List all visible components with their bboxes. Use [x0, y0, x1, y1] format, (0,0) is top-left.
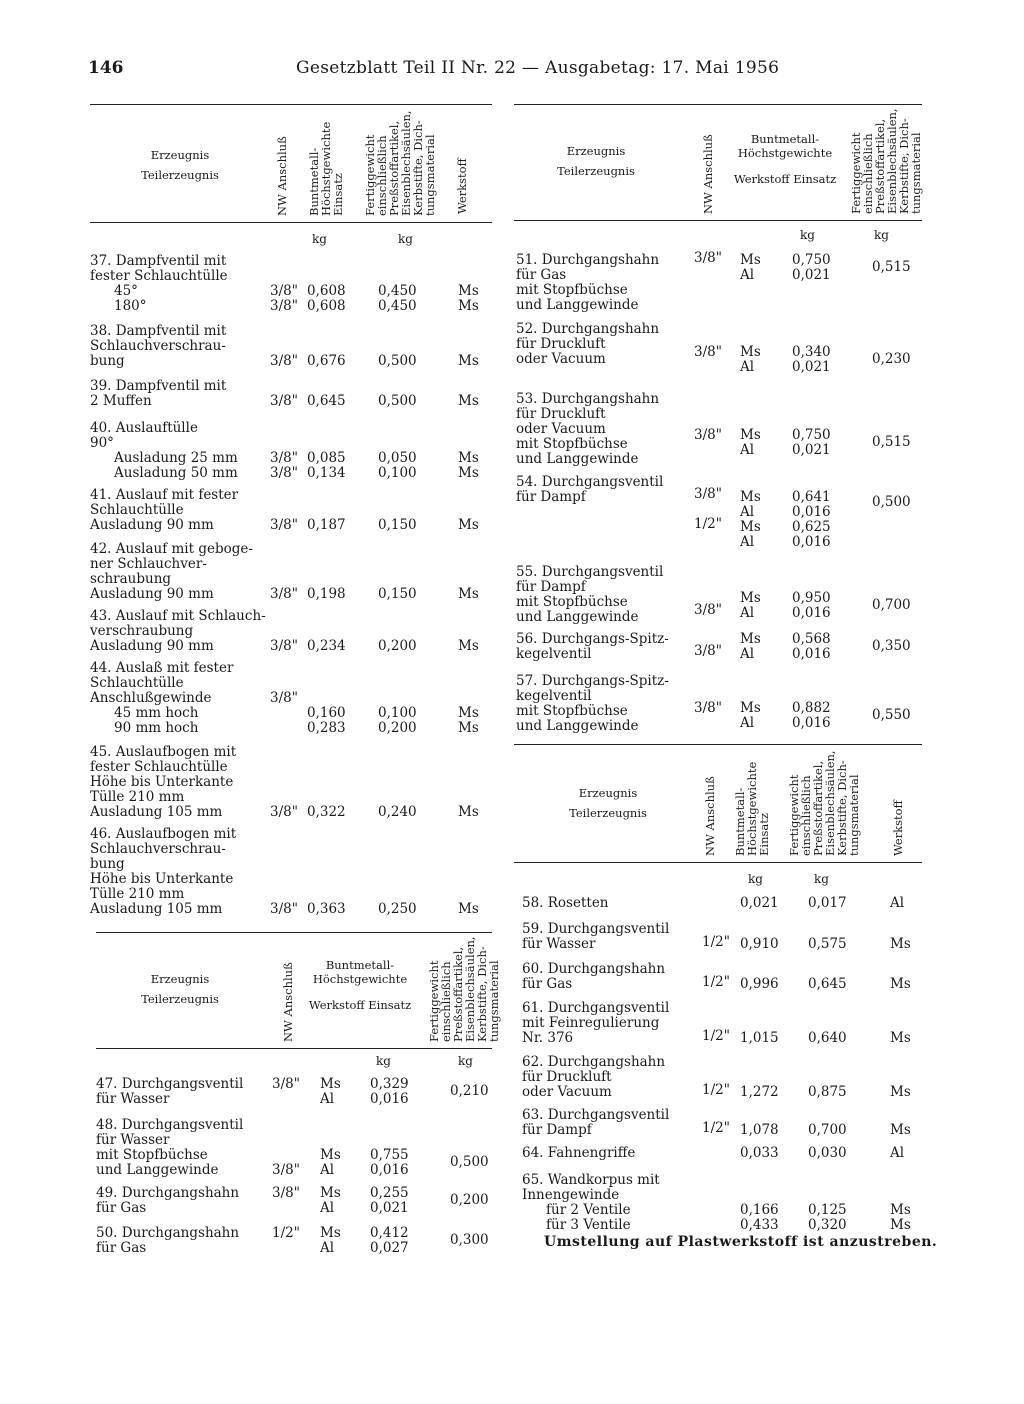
werkstoff-value: Ms: [458, 901, 479, 917]
nw-value: 3/8": [272, 1162, 300, 1178]
fertig-value: 0,515: [872, 434, 911, 450]
einsatz-value: 0,021: [740, 895, 779, 911]
werkstoff-value: Al: [320, 1240, 335, 1256]
col-head-einsatz: Buntmetall- Höchstgewichte Einsatz: [307, 121, 345, 216]
werkstoff-value: Al: [740, 504, 755, 520]
item-name: 49. Durchgangshahn für Gas: [96, 1185, 240, 1216]
einsatz-value: 0,641: [792, 489, 831, 505]
fertig-value: 0,645: [808, 976, 847, 992]
werkstoff-value: Ms: [740, 344, 761, 360]
nw-value: 3/8": [270, 690, 298, 706]
einsatz-value: 0,283: [307, 720, 346, 736]
werkstoff-value: Al: [740, 359, 755, 375]
fertig-value: 0,050: [378, 450, 417, 466]
werkstoff-value: Al: [740, 715, 755, 731]
nw-value: 3/8": [694, 344, 722, 360]
nw-value: 3/8": [694, 643, 722, 659]
werkstoff-value: Al: [320, 1091, 335, 1107]
einsatz-value: 0,016: [792, 534, 831, 550]
col-head-bunt: Buntmetall- Höchstgewichte Werkstoff Einsatz: [308, 958, 412, 1012]
fertig-value: 0,150: [378, 517, 417, 533]
nw-value: 3/8": [694, 700, 722, 716]
item-name: 38. Dampfventil mit Schlauchverschrau- bung: [90, 323, 227, 369]
nw-value: 3/8": [272, 1076, 300, 1092]
item-name: 65. Wandkorpus mit Innengewinde: [522, 1172, 660, 1203]
werkstoff-value: Ms: [740, 590, 761, 606]
item-name: 54. Durchgangsventil für Dampf: [516, 474, 664, 505]
col-head-fertig: Fertiggewicht einschließlich Preßstoffartikel, Eisenblechsäulen, Kerbstifte, Dich- tungsmaterial: [427, 936, 501, 1042]
einsatz-value: 0,016: [370, 1091, 409, 1107]
fertig-value: 0,200: [378, 720, 417, 736]
fertig-value: 0,700: [808, 1122, 847, 1138]
einsatz-value: 0,910: [740, 936, 779, 952]
fertig-value: 0,017: [808, 895, 847, 911]
rule: [514, 744, 922, 745]
rule: [90, 222, 492, 223]
unit-kg: kg: [748, 872, 763, 886]
einsatz-value: 0,676: [307, 353, 346, 369]
fertig-value: 0,500: [872, 494, 911, 510]
einsatz-value: 0,568: [792, 631, 831, 647]
werkstoff-value: Ms: [458, 298, 479, 314]
rule: [96, 932, 492, 933]
fertig-value: 0,210: [450, 1083, 489, 1099]
fertig-value: 0,500: [378, 393, 417, 409]
fertig-value: 0,350: [872, 638, 911, 654]
unit-kg: kg: [398, 232, 413, 246]
item-name: 60. Durchgangshahn für Gas: [522, 961, 666, 992]
col-head-fertig: Fertiggewicht einschließlich Preßstoffartikel, Eisenblechsäulen, Kerbstifte, Dich- tungsmaterial: [363, 110, 437, 216]
col-head-fertig: Fertiggewicht einschließlich Preßstoffartikel, Eisenblechsäulen, Kerbstifte, Dich- tungsmaterial: [849, 108, 923, 214]
nw-value: 1/2": [694, 516, 722, 532]
item-name: 46. Auslaufbogen mit Schlauchverschrau- bung Höhe bis Unterkante Tülle 210 mm Ausladung 105 mm: [90, 826, 237, 917]
werkstoff-value: Al: [890, 1145, 905, 1161]
fertig-value: 0,550: [872, 707, 911, 723]
nw-value: 3/8": [270, 465, 298, 481]
fertig-value: 0,700: [872, 597, 911, 613]
fertig-value: 0,100: [378, 465, 417, 481]
sub-label: 90 mm hoch: [114, 720, 199, 736]
einsatz-value: 0,412: [370, 1225, 409, 1241]
sub-label: Ausladung 50 mm: [114, 465, 238, 481]
nw-value: 3/8": [270, 283, 298, 299]
col-head-erzeugnis: Erzeugnis Teilerzeugnis: [569, 786, 647, 820]
einsatz-value: 0,160: [307, 705, 346, 721]
einsatz-value: 0,085: [307, 450, 346, 466]
col-head-nw: NW Anschluß: [703, 776, 717, 856]
nw-value: 3/8": [270, 298, 298, 314]
item-name: 56. Durchgangs-Spitz- kegelventil: [516, 631, 669, 662]
sub-label: Ausladung 25 mm: [114, 450, 238, 466]
col-head-fertig: Fertiggewicht einschließlich Preßstoffartikel, Eisenblechsäulen, Kerbstifte, Dich- tungsmaterial: [787, 750, 861, 856]
item-name: 55. Durchgangsventil für Dampf mit Stopfbüchse und Langgewinde: [516, 564, 664, 625]
unit-kg: kg: [814, 872, 829, 886]
rule: [96, 1048, 492, 1049]
werkstoff-value: Ms: [458, 465, 479, 481]
fertig-value: 0,200: [450, 1192, 489, 1208]
item-name: 47. Durchgangsventil für Wasser: [96, 1076, 244, 1107]
col-head-werkstoff: Werkstoff: [891, 800, 905, 856]
unit-kg: kg: [458, 1054, 473, 1068]
werkstoff-value: Al: [890, 895, 905, 911]
col-head-werkstoff: Werkstoff: [455, 158, 469, 214]
unit-kg: kg: [376, 1054, 391, 1068]
nw-value: 1/2": [702, 1028, 730, 1044]
nw-value: 3/8": [272, 1185, 300, 1201]
werkstoff-value: Ms: [458, 720, 479, 736]
werkstoff-value: Al: [740, 646, 755, 662]
werkstoff-value: Ms: [458, 638, 479, 654]
nw-value: 3/8": [270, 586, 298, 602]
unit-kg: kg: [312, 232, 327, 246]
item-name: 52. Durchgangshahn für Druckluft oder Vacuum: [516, 321, 660, 367]
einsatz-value: 0,016: [792, 504, 831, 520]
einsatz-value: 0,198: [307, 586, 346, 602]
einsatz-value: 0,750: [792, 252, 831, 268]
fertig-value: 0,320: [808, 1217, 847, 1233]
item-name: 43. Auslauf mit Schlauch- verschraubung Ausladung 90 mm: [90, 608, 266, 654]
col-head-einsatz: Buntmetall- Höchstgewichte Einsatz: [733, 761, 771, 856]
sub-label: 180°: [114, 298, 147, 314]
einsatz-value: 0,134: [307, 465, 346, 481]
fertig-value: 0,300: [450, 1232, 489, 1248]
item-name: 58. Rosetten: [522, 895, 609, 911]
fertig-value: 0,230: [872, 351, 911, 367]
item-name: 62. Durchgangshahn für Druckluft oder Vacuum: [522, 1054, 666, 1100]
werkstoff-value: Ms: [458, 804, 479, 820]
einsatz-value: 0,750: [792, 427, 831, 443]
nw-value: 1/2": [702, 1082, 730, 1098]
einsatz-value: 0,645: [307, 393, 346, 409]
nw-value: 3/8": [270, 804, 298, 820]
werkstoff-value: Ms: [890, 1084, 911, 1100]
werkstoff-value: Al: [740, 605, 755, 621]
item-name: 40. Auslauftülle 90°: [90, 420, 198, 451]
sub-label: für 3 Ventile: [546, 1217, 631, 1233]
fertig-value: 0,500: [378, 353, 417, 369]
werkstoff-value: Ms: [890, 1217, 911, 1233]
einsatz-value: 1,272: [740, 1084, 779, 1100]
einsatz-value: 0,021: [792, 267, 831, 283]
einsatz-value: 0,187: [307, 517, 346, 533]
einsatz-value: 0,950: [792, 590, 831, 606]
item-name: 42. Auslauf mit geboge- ner Schlauchver- schraubung Ausladung 90 mm: [90, 541, 253, 602]
sub-label: 45 mm hoch: [114, 705, 199, 721]
fertig-value: 0,125: [808, 1202, 847, 1218]
einsatz-value: 0,016: [792, 646, 831, 662]
nw-value: 1/2": [272, 1225, 300, 1241]
werkstoff-value: Al: [320, 1162, 335, 1178]
einsatz-value: 0,625: [792, 519, 831, 535]
unit-kg: kg: [800, 228, 815, 242]
einsatz-value: 0,608: [307, 298, 346, 314]
einsatz-value: 0,755: [370, 1147, 409, 1163]
unit-kg: kg: [874, 228, 889, 242]
einsatz-value: 0,016: [792, 715, 831, 731]
fertig-value: 0,030: [808, 1145, 847, 1161]
werkstoff-value: Ms: [320, 1147, 341, 1163]
werkstoff-value: Ms: [320, 1225, 341, 1241]
nw-value: 3/8": [270, 517, 298, 533]
werkstoff-value: Ms: [740, 427, 761, 443]
fertig-value: 0,640: [808, 1030, 847, 1046]
werkstoff-value: Ms: [458, 353, 479, 369]
werkstoff-value: Ms: [458, 586, 479, 602]
werkstoff-value: Ms: [890, 1030, 911, 1046]
einsatz-value: 0,033: [740, 1145, 779, 1161]
item-name: 50. Durchgangshahn für Gas: [96, 1225, 240, 1256]
fertig-value: 0,500: [450, 1154, 489, 1170]
werkstoff-value: Ms: [890, 1202, 911, 1218]
einsatz-value: 0,027: [370, 1240, 409, 1256]
werkstoff-value: Ms: [458, 393, 479, 409]
item-name: 53. Durchgangshahn für Druckluft oder Vacuum mit Stopfbüchse und Langgewinde: [516, 391, 660, 467]
item-name: 44. Auslaß mit fester Schlauchtülle Anschlußgewinde: [90, 660, 234, 706]
fertig-value: 0,875: [808, 1084, 847, 1100]
rule: [514, 862, 922, 863]
nw-value: 3/8": [694, 486, 722, 502]
einsatz-value: 0,322: [307, 804, 346, 820]
col-head-erzeugnis: Erzeugnis Teilerzeugnis: [141, 972, 219, 1006]
item-name: 37. Dampfventil mit fester Schlauchtülle: [90, 253, 228, 284]
fertig-value: 0,250: [378, 901, 417, 917]
werkstoff-value: Ms: [890, 976, 911, 992]
einsatz-value: 0,021: [370, 1200, 409, 1216]
nw-value: 3/8": [270, 353, 298, 369]
werkstoff-value: Ms: [458, 517, 479, 533]
nw-value: 3/8": [694, 427, 722, 443]
fertig-value: 0,450: [378, 298, 417, 314]
werkstoff-value: Ms: [740, 252, 761, 268]
col-head-nw: NW Anschluß: [701, 134, 715, 214]
item-name: 41. Auslauf mit fester Schlauchtülle Ausladung 90 mm: [90, 487, 239, 533]
col-head-nw: NW Anschluß: [281, 962, 295, 1042]
item-name: 51. Durchgangshahn für Gas mit Stopfbüchse und Langgewinde: [516, 252, 660, 313]
nw-value: 3/8": [694, 602, 722, 618]
einsatz-value: 0,021: [792, 359, 831, 375]
werkstoff-value: Ms: [320, 1185, 341, 1201]
page-number: 146: [88, 58, 124, 78]
item-name: 48. Durchgangsventil für Wasser mit Stopfbüchse und Langgewinde: [96, 1117, 244, 1178]
fertig-value: 0,100: [378, 705, 417, 721]
einsatz-value: 0,329: [370, 1076, 409, 1092]
werkstoff-value: Ms: [458, 283, 479, 299]
werkstoff-value: Ms: [890, 1122, 911, 1138]
item-name: 39. Dampfventil mit 2 Muffen: [90, 378, 227, 409]
werkstoff-value: Ms: [740, 489, 761, 505]
fertig-value: 0,200: [378, 638, 417, 654]
sub-label: 45°: [114, 283, 138, 299]
nw-value: 3/8": [270, 450, 298, 466]
werkstoff-value: Al: [740, 442, 755, 458]
fertig-value: 0,450: [378, 283, 417, 299]
nw-value: 3/8": [694, 250, 722, 266]
werkstoff-value: Al: [740, 534, 755, 550]
item-name: 63. Durchgangsventil für Dampf: [522, 1107, 670, 1138]
fertig-value: 0,240: [378, 804, 417, 820]
fertig-value: 0,575: [808, 936, 847, 952]
einsatz-value: 0,363: [307, 901, 346, 917]
einsatz-value: 0,608: [307, 283, 346, 299]
einsatz-value: 0,234: [307, 638, 346, 654]
werkstoff-value: Ms: [458, 450, 479, 466]
footnote: Umstellung auf Plastwerkstoff ist anzustreben.: [544, 1234, 938, 1250]
nw-value: 1/2": [702, 1120, 730, 1136]
werkstoff-value: Ms: [458, 705, 479, 721]
item-name: 59. Durchgangsventil für Wasser: [522, 921, 670, 952]
fertig-value: 0,150: [378, 586, 417, 602]
col-head-erzeugnis: Erzeugnis Teilerzeugnis: [141, 148, 219, 182]
einsatz-value: 0,016: [792, 605, 831, 621]
werkstoff-value: Ms: [740, 519, 761, 535]
werkstoff-value: Ms: [740, 700, 761, 716]
werkstoff-value: Ms: [890, 936, 911, 952]
einsatz-value: 0,255: [370, 1185, 409, 1201]
einsatz-value: 0,021: [792, 442, 831, 458]
nw-value: 3/8": [270, 638, 298, 654]
col-head-bunt: Buntmetall- Höchstgewichte Werkstoff Einsatz: [733, 132, 837, 186]
einsatz-value: 0,016: [370, 1162, 409, 1178]
fertig-value: 0,515: [872, 259, 911, 275]
col-head-nw: NW Anschluß: [275, 136, 289, 216]
col-head-erzeugnis: Erzeugnis Teilerzeugnis: [557, 144, 635, 178]
item-name: 61. Durchgangsventil mit Feinregulierung Nr. 376: [522, 1000, 670, 1046]
nw-value: 1/2": [702, 934, 730, 950]
item-name: 64. Fahnengriffe: [522, 1145, 636, 1161]
einsatz-value: 1,015: [740, 1030, 779, 1046]
einsatz-value: 0,340: [792, 344, 831, 360]
nw-value: 3/8": [270, 393, 298, 409]
item-name: 57. Durchgangs-Spitz- kegelventil mit Stopfbüchse und Langgewinde: [516, 673, 669, 734]
nw-value: 3/8": [270, 901, 298, 917]
werkstoff-value: Al: [320, 1200, 335, 1216]
einsatz-value: 1,078: [740, 1122, 779, 1138]
werkstoff-value: Ms: [320, 1076, 341, 1092]
einsatz-value: 0,996: [740, 976, 779, 992]
rule: [514, 220, 922, 221]
werkstoff-value: Al: [740, 267, 755, 283]
werkstoff-value: Ms: [740, 631, 761, 647]
page-title: Gesetzblatt Teil II Nr. 22 — Ausgabetag: 17. Mai 1956: [296, 58, 780, 78]
einsatz-value: 0,166: [740, 1202, 779, 1218]
einsatz-value: 0,433: [740, 1217, 779, 1233]
nw-value: 1/2": [702, 974, 730, 990]
item-name: 45. Auslaufbogen mit fester Schlauchtülle Höhe bis Unterkante Tülle 210 mm Ausladung 105 mm: [90, 744, 237, 820]
einsatz-value: 0,882: [792, 700, 831, 716]
sub-label: für 2 Ventile: [546, 1202, 631, 1218]
